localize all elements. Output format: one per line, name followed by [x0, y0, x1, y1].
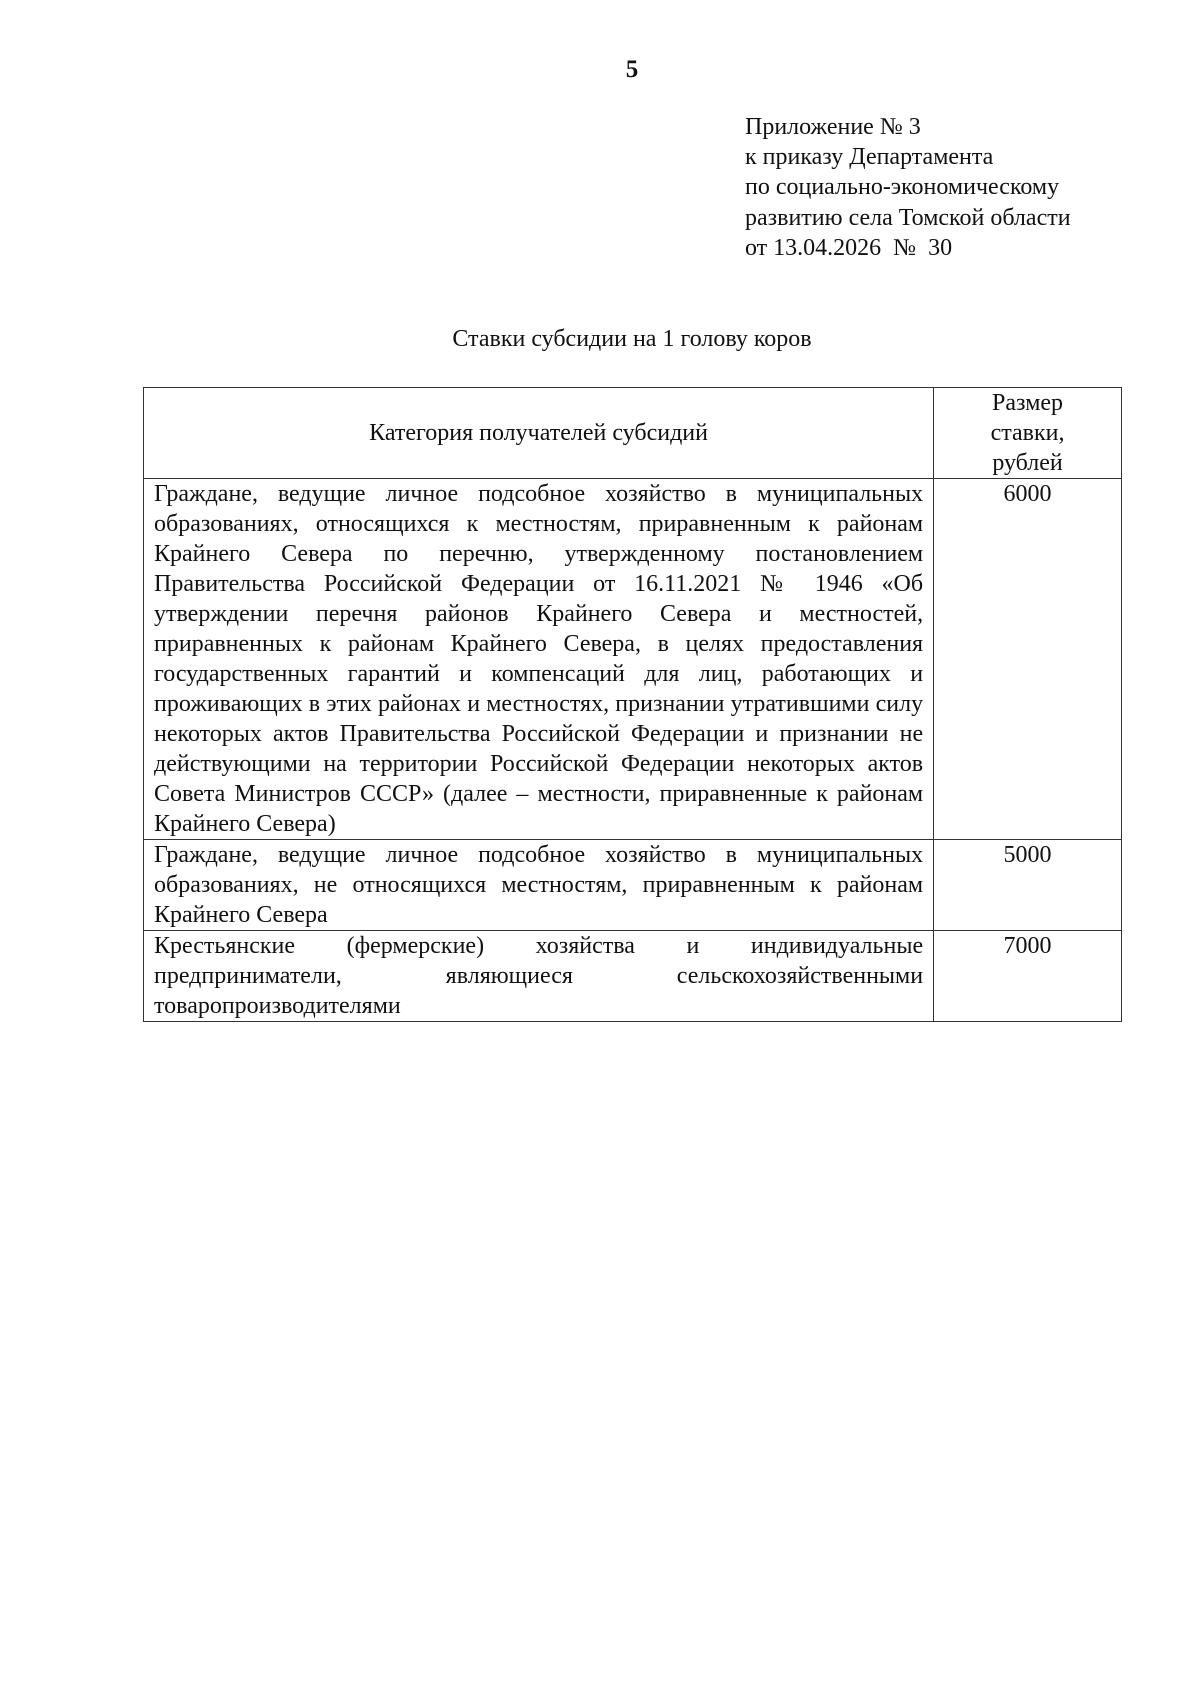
- appendix-line: от 13.04.2026 № 30: [745, 234, 953, 261]
- row-rate: 6000: [934, 479, 1122, 840]
- row-rate: 7000: [934, 931, 1122, 1022]
- appendix-line: Приложение № 3: [745, 114, 921, 140]
- row-category: Крестьянские (фермерские) хозяйства и индивидуальные предприниматели, являющиеся сельскохозяйственными товаропроизводителями: [144, 931, 934, 1022]
- appendix-line: по социально-экономическому: [745, 174, 1060, 201]
- row-category: Граждане, ведущие личное подсобное хозяйство в муниципальных образованиях, не относящихся местностям, приравненным к районам Крайнего Севера: [144, 840, 934, 931]
- table-row: [144, 479, 1122, 840]
- appendix-line: развитию села Томской области: [745, 204, 1071, 231]
- header-category: Категория получателей субсидий: [144, 388, 934, 479]
- appendix-line: к приказу Департамента: [745, 144, 994, 171]
- row-rate: 5000: [934, 840, 1122, 931]
- table-row: [144, 840, 1122, 931]
- table-row: [144, 931, 1122, 1022]
- header-rate: Размер ставки, рублей: [934, 388, 1122, 479]
- page-number: 5: [625, 56, 639, 83]
- subsidy-rates-table: [143, 387, 1122, 1022]
- row-category: Граждане, ведущие личное подсобное хозяйство в муниципальных образованиях, относящихся к местностям, приравненным к районам Крайнего Севера по перечню, утвержденному постановлением Правительства Российской Федерации от 16.11.2021 № 1946 «Об утверждении перечня районов Крайнего Севера и местностей, приравненных к районам Крайнего Севера, в целях предоставления государственных гарантий и компенсаций для лиц, работающих и проживающих в этих районах и местностях, признании утратившими силу некоторых актов Правительства Российской Федерации и признании не действующими на территории Российской Федерации некоторых актов Совета Министров СССР» (далее – местности, приравненные к районам Крайнего Севера): [144, 479, 934, 840]
- appendix-reference: [745, 112, 1071, 263]
- table-header-row: [144, 388, 1122, 479]
- document-title: Ставки субсидии на 1 голову коров: [452, 326, 812, 352]
